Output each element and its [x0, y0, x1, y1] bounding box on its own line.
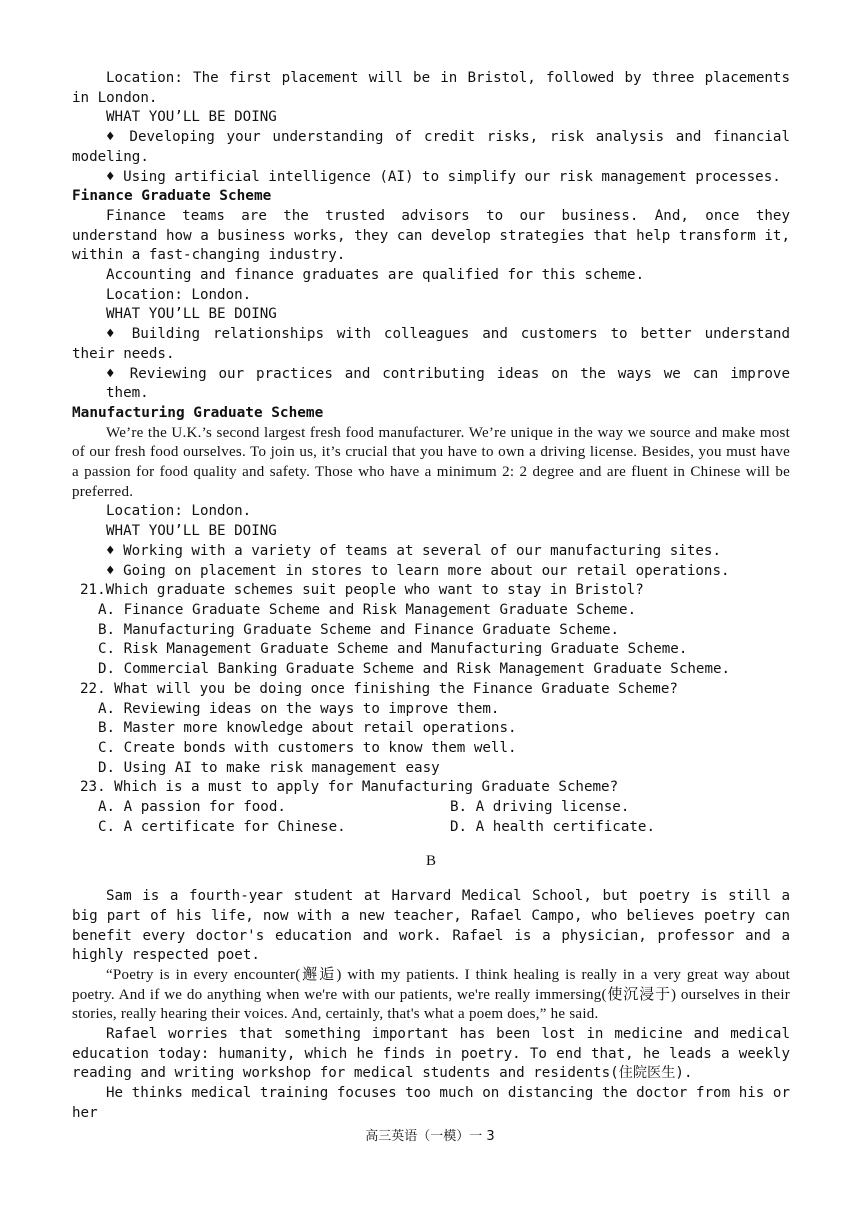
risk-bullet-2: ♦ Using artificial intelligence (AI) to simplify our risk management processes. [106, 168, 781, 185]
question-23-option-b: B. A driving license. [450, 799, 630, 816]
finance-para-2: Accounting and finance graduates are qualified for this scheme. [106, 267, 645, 284]
question-23-stem: 23. Which is a must to apply for Manufacturing Graduate Scheme? [80, 779, 619, 796]
document-page [72, 69, 790, 1124]
question-22-option-d: D. Using AI to make risk management easy [98, 759, 440, 776]
finance-bullet-1: ♦ Building relationships with colleagues and customers to better understand their needs. [72, 326, 790, 362]
manufacturing-heading: Manufacturing Graduate Scheme [72, 404, 324, 421]
manufacturing-bullet-2: ♦ Going on placement in stores to learn more about our retail operations. [106, 562, 730, 579]
question-23-options-row-1 [72, 798, 790, 818]
manufacturing-location: Location: London. [106, 503, 252, 520]
question-23-option-d: D. A health certificate. [450, 818, 655, 835]
finance-location: Location: London. [106, 286, 252, 303]
question-23-options-row-2 [72, 818, 790, 838]
question-22-option-b: B. Master more knowledge about retail operations. [98, 720, 517, 737]
question-22-option-a: A. Reviewing ideas on the ways to improve them. [98, 700, 500, 717]
passage-b-para-2: “Poetry is in every encounter(邂逅) with my patients. I think healing is really in a very great way about poetry. And if we do anything when we're with our patients, we're really immersing(使沉浸于) ourselves in their stories, really hearing their voices. And, certainly, that's what a poem does,” he said. [72, 966, 790, 1023]
manufacturing-what-youll-be-doing: WHAT YOU’LL BE DOING [106, 523, 277, 540]
question-21-stem: 21.Which graduate schemes suit people who want to stay in Bristol? [80, 582, 644, 599]
finance-heading: Finance Graduate Scheme [72, 188, 272, 205]
question-23-option-c: C. A certificate for Chinese. [98, 818, 346, 835]
finance-what-youll-be-doing: WHAT YOU’LL BE DOING [106, 306, 277, 323]
passage-b-para-3: Rafael worries that something important has been lost in medicine and medical education today: humanity, which he finds in poetry. To end that, he leads a weekly reading and writing workshop for medical students and residents(住院医生). [72, 1026, 790, 1082]
passage-b-para-4: He thinks medical training focuses too much on distancing the doctor from his or her [72, 1085, 790, 1121]
page-footer: 高三英语（一模）一 3 [365, 1129, 495, 1144]
question-21-option-d: D. Commercial Banking Graduate Scheme and Risk Management Graduate Scheme. [98, 661, 731, 678]
finance-bullet-2: ♦ Reviewing our practices and contributing ideas on the ways we can improve them. [106, 365, 790, 402]
manufacturing-para-1: We’re the U.K.’s second largest fresh food manufacturer. We’re unique in the way we source and make most of our fresh food ourselves. To join us, it’s crucial that you have to own a driving license. Besides, you must have a passion for food quality and safety. Those who have a minimum 2: 2 degree and are fluent in Chinese will be preferred. [72, 424, 790, 500]
passage-b-label: B [425, 853, 436, 870]
manufacturing-bullet-1: ♦ Working with a variety of teams at several of our manufacturing sites. [106, 542, 721, 559]
question-21-option-c: C. Risk Management Graduate Scheme and Manufacturing Graduate Scheme. [98, 641, 688, 658]
passage-b-para-1: Sam is a fourth-year student at Harvard Medical School, but poetry is still a big part of his life, now with a new teacher, Rafael Campo, who believes poetry can benefit every doctor's education and work. Rafael is a physician, professor and a highly respected poet. [72, 888, 790, 964]
question-22-stem: 22. What will you be doing once finishing the Finance Graduate Scheme? [80, 680, 678, 697]
question-21-option-b: B. Manufacturing Graduate Scheme and Finance Graduate Scheme. [98, 621, 620, 638]
question-23-option-a: A. A passion for food. [98, 799, 286, 816]
risk-what-youll-be-doing: WHAT YOU’LL BE DOING [106, 109, 277, 126]
risk-bullet-1: ♦ Developing your understanding of credit risks, risk analysis and financial modeling. [72, 129, 790, 165]
question-22-option-c: C. Create bonds with customers to know them well. [98, 739, 517, 756]
risk-location: Location: The first placement will be in Bristol, followed by three placements in London. [72, 70, 790, 106]
question-21-option-a: A. Finance Graduate Scheme and Risk Management Graduate Scheme. [98, 601, 637, 618]
finance-para-1: Finance teams are the trusted advisors to our business. And, once they understand how a business works, they can develop strategies that help transform it, within a fast-changing industry. [72, 207, 790, 264]
